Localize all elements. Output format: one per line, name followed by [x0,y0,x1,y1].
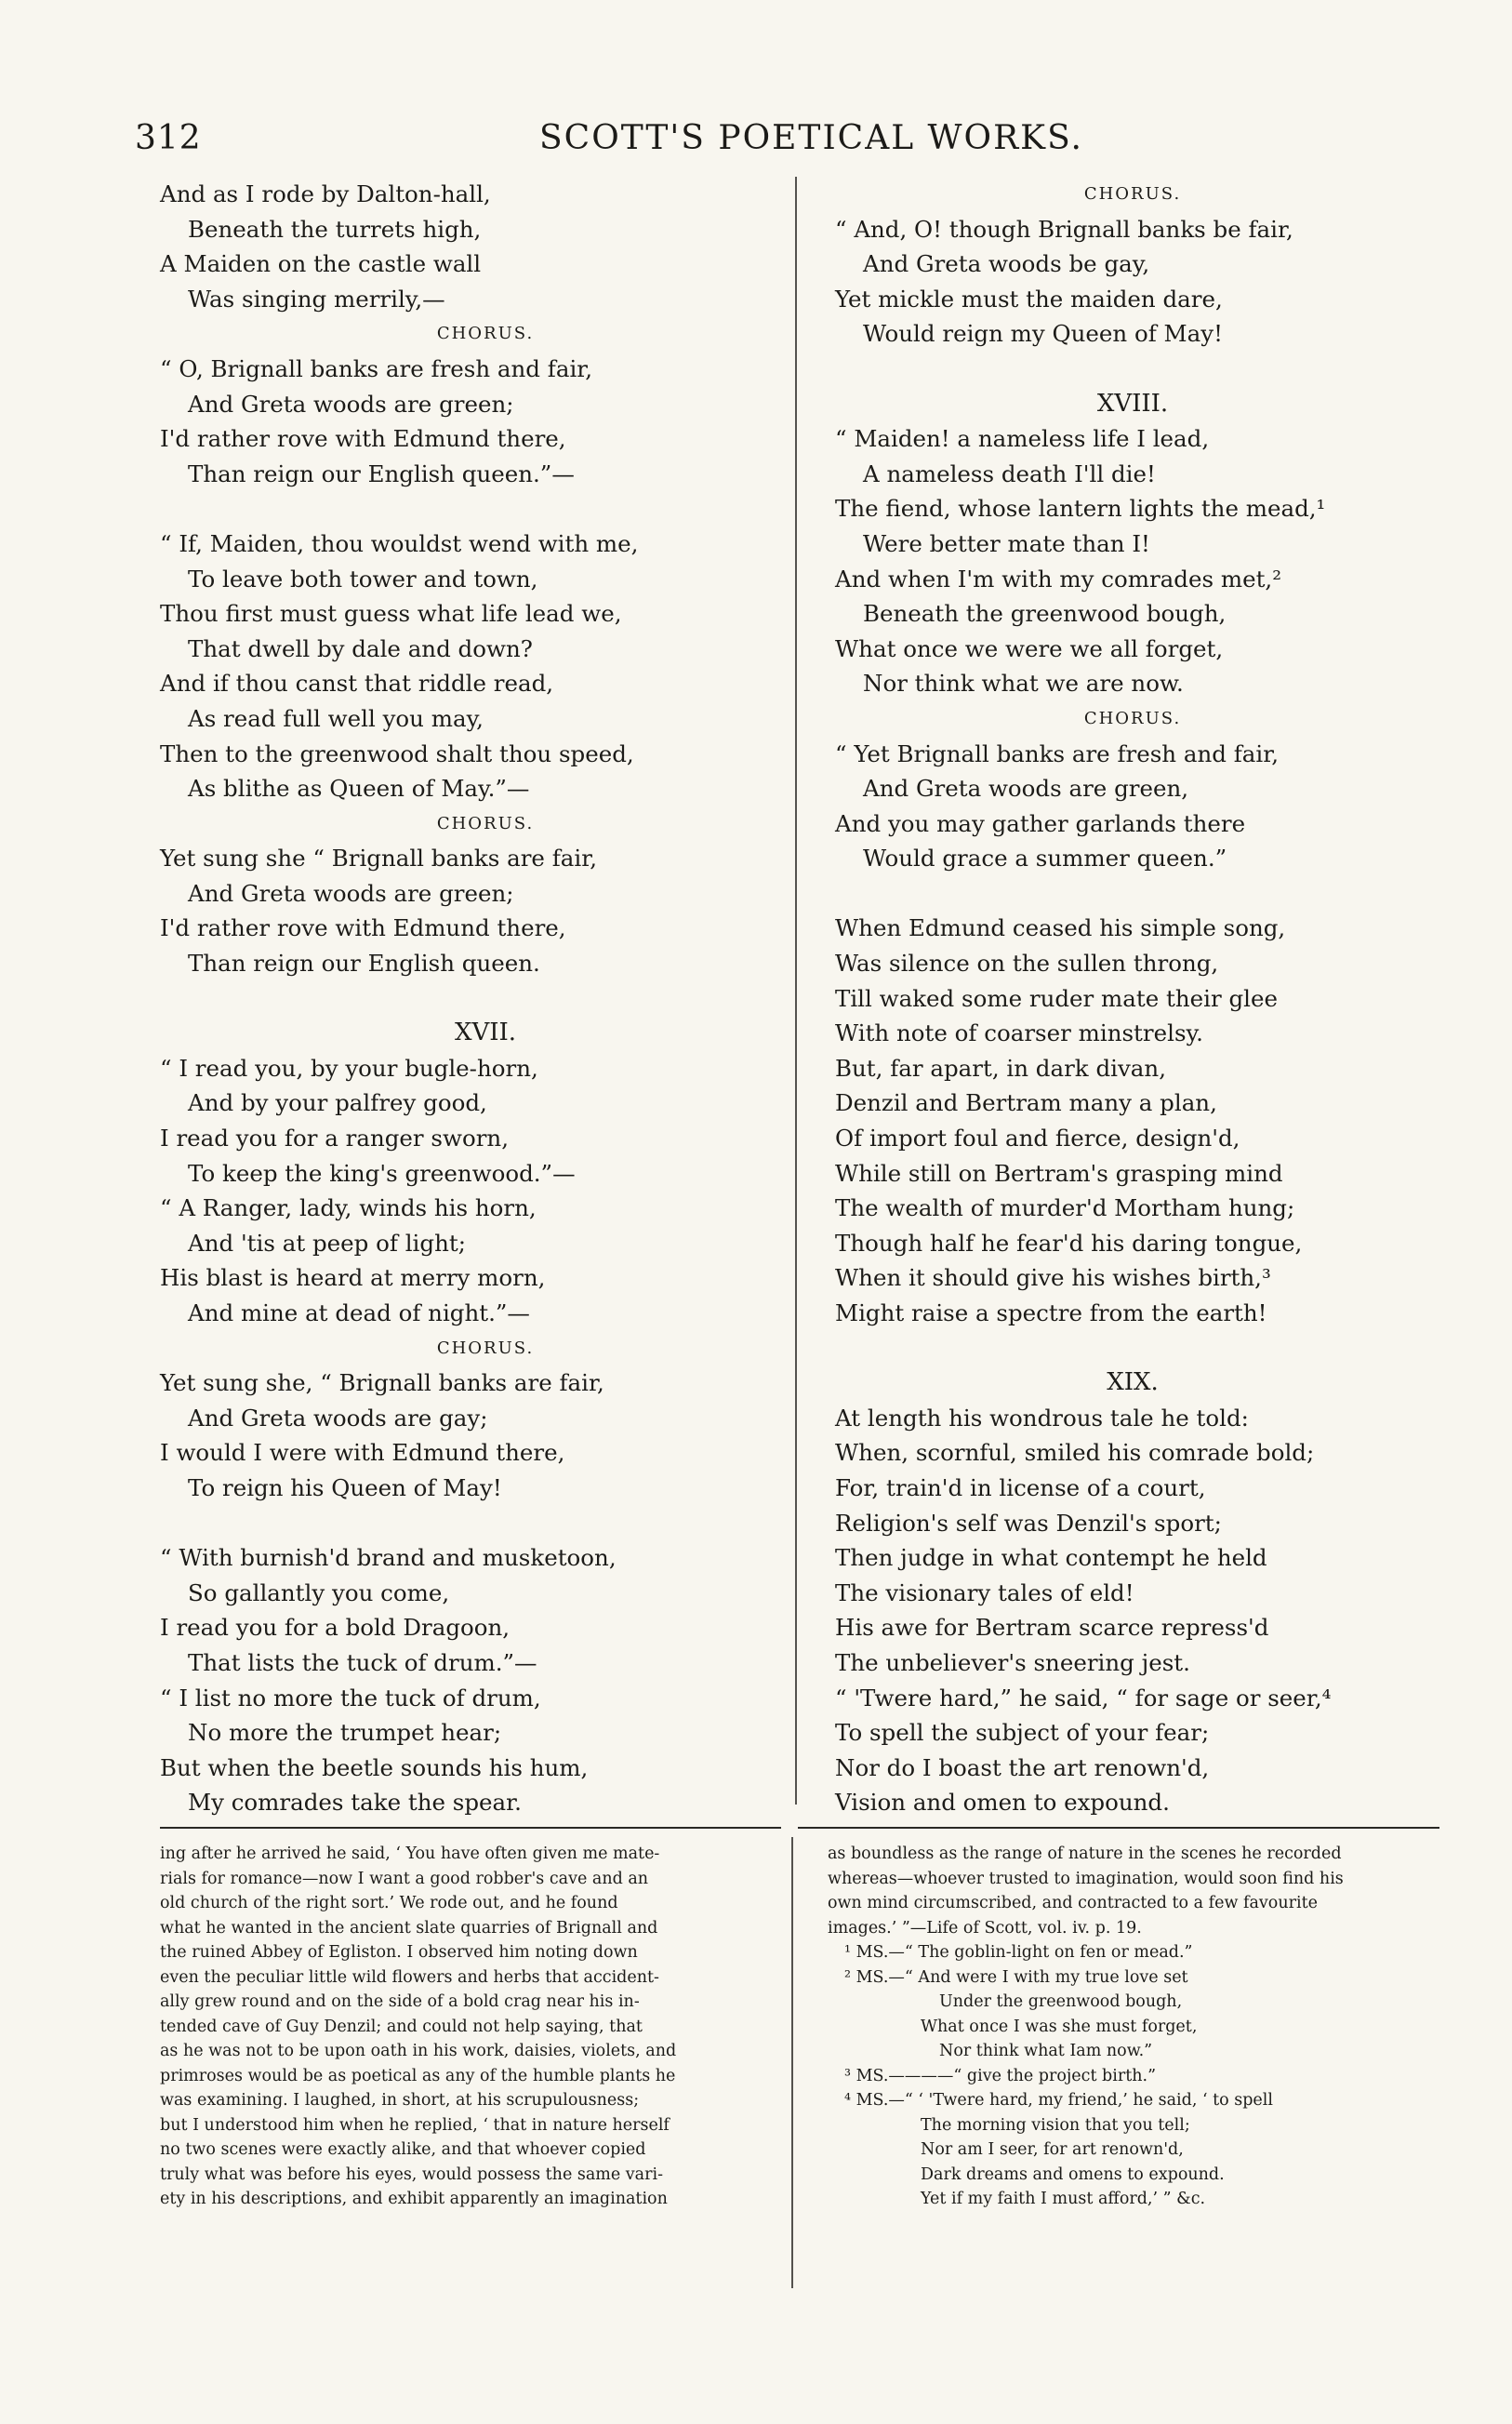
footnote-line: What once I was she must forget, [921,2017,1198,2036]
footnote-line: as boundless as the range of nature in the scenes he recorded [828,1845,1342,1863]
footnotes-right [828,1842,1432,2212]
verse-line: “ Maiden! a nameless life I lead, [835,425,1210,453]
page-header [0,119,1512,164]
footnote-line: own mind circumscribed, and contracted to a few favourite [828,1894,1318,1912]
footnote-line: ally grew round and on the side of a bold crag near his in- [160,1992,640,2011]
footnote-rule-right [798,1827,1439,1829]
footnotes-left [160,1842,781,2212]
chorus-heading: CHORUS. [436,1338,535,1358]
footnote-line: tended cave of Guy Denzil; and could not help saying, that [160,2017,643,2036]
verse-line: Though half he fear'd his daring tongue, [835,1229,1303,1257]
verse-line: My comrades take the spear. [188,1789,522,1817]
verse-line: The visionary tales of eld! [835,1578,1134,1606]
footnote-line: rials for romance—now I want a good robber's cave and an [160,1869,649,1888]
footnote-line: no two scenes were exactly alike, and that whoever copied [160,2140,646,2159]
footnote-line: Nor am I seer, for art renown'd, [921,2140,1184,2159]
stanza-number: XVIII. [1096,389,1169,418]
verse-line: Vision and omen to expound. [835,1789,1170,1817]
footnote-line: ³ MS.————“ give the project birth.” [844,2066,1157,2085]
footnote-line: The morning vision that you tell; [921,2115,1190,2135]
footnote-column-divider [791,1837,793,2288]
stanza-gap [160,1506,811,1541]
verse-line: And as I rode by Dalton-hall, [160,180,491,207]
footnote-line: ² MS.—“ And were I with my true love set [844,1967,1188,1987]
verse-line: Thou first must guess what life lead we, [160,600,622,628]
footnote-line: was examining. I laughed, in short, at his scrupulousness; [160,2091,640,2110]
verse-line: That lists the tuck of drum.”— [188,1648,537,1676]
verse-line: His awe for Bertram scarce repress'd [835,1614,1269,1642]
verse-line: Then to the greenwood shalt thou speed, [160,739,634,767]
footnote-line: old church of the right sort.’ We rode out, and he found [160,1894,618,1912]
stanza-number: XVII. [454,1019,517,1047]
verse-line: To reign his Queen of May! [188,1473,502,1501]
verse-line: To keep the king's greenwood.”— [188,1159,576,1187]
verse-line: With note of coarser minstrelsy. [835,1019,1203,1047]
verse-line: And Greta woods are gay; [188,1404,488,1432]
verse-line: “ And, O! though Brignall banks be fair, [835,215,1293,243]
verse-line: And by your palfrey good, [188,1089,487,1117]
verse-line: To spell the subject of your fear; [835,1719,1210,1747]
verse-line: For, train'd in license of a court, [835,1473,1206,1501]
verse-line: Were better mate than I! [863,529,1150,557]
footnote-line: Under the greenwood bough, [939,1992,1183,2011]
verse-line: And Greta woods be gay, [863,250,1150,278]
verse-line: And Greta woods are green; [188,879,514,907]
chorus-heading: CHORUS. [1083,708,1182,728]
verse-line: “ If, Maiden, thou wouldst wend with me, [160,529,639,557]
stanza-gap [160,981,811,1017]
verse-line: Would reign my Queen of May! [863,320,1223,348]
footnote-line: as he was not to be upon oath in his work, daisies, violets, and [160,2042,677,2060]
verse-line: As blithe as Queen of May.”— [188,775,530,803]
verse-line: A Maiden on the castle wall [160,250,482,278]
verse-line: I read you for a bold Dragoon, [160,1614,511,1642]
verse-line: A nameless death I'll die! [863,459,1156,487]
verse-line: “ I read you, by your bugle-horn, [160,1054,538,1082]
footnote-line: Dark dreams and omens to expound. [921,2164,1225,2184]
verse-line: Was silence on the sullen throng, [835,950,1219,978]
verse-line: “ I list no more the tuck of drum, [160,1684,541,1711]
stanza-number: XIX. [1107,1368,1159,1397]
verse-line: When it should give his wishes birth,³ [835,1264,1271,1292]
column-divider [795,177,797,1805]
verse-line: So gallantly you come, [188,1578,450,1606]
stanza-gap [835,1331,1430,1366]
page-number: 312 [135,119,202,157]
chorus-heading: CHORUS. [436,324,535,344]
verse-line: His blast is heard at merry morn, [160,1264,546,1292]
verse-line: Would grace a summer queen.” [863,845,1227,872]
verse-line: Than reign our English queen. [188,950,540,978]
footnote-line: ety in his descriptions, and exhibit apparently an imagination [160,2190,668,2208]
verse-line: Was singing merrily,— [188,285,445,313]
running-head: SCOTT'S POETICAL WORKS. [539,119,1083,157]
verse-line: Yet mickle must the maiden dare, [835,285,1223,313]
verse-line: Yet sung she, “ Brignall banks are fair, [160,1369,604,1397]
verse-line: No more the trumpet hear; [188,1719,502,1747]
stanza-gap [160,491,811,526]
verse-line: Till waked some ruder mate their glee [835,984,1278,1012]
verse-line: When, scornful, smiled his comrade bold; [835,1439,1315,1467]
verse-line: When Edmund ceased his simple song, [835,914,1286,942]
verse-line: But when the beetle sounds his hum, [160,1753,589,1781]
verse-line: “ 'Twere hard,” he said, “ for sage or seer,⁴ [835,1684,1332,1711]
footnote-line: images.’ ”—Life of Scott, vol. iv. p. 19. [828,1918,1142,1938]
verse-line: Beneath the turrets high, [188,215,482,243]
footnote-line: Nor think what Iam now.” [939,2042,1153,2060]
verse-line: Yet sung she “ Brignall banks are fair, [160,845,598,872]
verse-line: And you may gather garlands there [835,809,1246,837]
verse-line: “ A Ranger, lady, winds his horn, [160,1194,537,1222]
verse-line: The unbeliever's sneering jest. [835,1648,1190,1676]
verse-line: Religion's self was Denzil's sport; [835,1509,1222,1537]
footnote-line: what he wanted in the ancient slate quarries of Brignall and [160,1918,658,1938]
verse-line: And Greta woods are green, [863,775,1189,803]
verse-line: Nor do I boast the art renown'd, [835,1753,1210,1781]
verse-line: Nor think what we are now. [863,670,1184,698]
verse-line: I would I were with Edmund there, [160,1439,565,1467]
verse-line: “ Yet Brignall banks are fresh and fair, [835,739,1280,767]
verse-line: And Greta woods are green; [188,390,514,418]
footnote-line: primroses would be as poetical as any of the humble plants he [160,2066,676,2085]
footnote-line: truly what was before his eyes, would possess the same vari- [160,2164,663,2184]
verse-line: Might raise a spectre from the earth! [835,1299,1267,1326]
chorus-heading: CHORUS. [1083,184,1182,204]
stanza-gap [835,352,1430,387]
left-verse-column [160,177,811,1820]
footnote-line: ing after he arrived he said, ‘ You have often given me mate- [160,1845,660,1863]
verse-line: That dwell by dale and down? [188,634,533,662]
stanza-gap [835,876,1430,912]
verse-line: I'd rather rove with Edmund there, [160,425,566,453]
verse-line: “ O, Brignall banks are fresh and fair, [160,354,593,382]
chorus-heading: CHORUS. [436,813,535,833]
footnote-line: even the peculiar little wild flowers and herbs that accident- [160,1967,659,1987]
verse-line: I'd rather rove with Edmund there, [160,914,566,942]
verse-line: But, far apart, in dark divan, [835,1054,1166,1082]
footnote-rule-left [160,1827,781,1829]
verse-line: While still on Bertram's grasping mind [835,1159,1283,1187]
verse-line: The fiend, whose lantern lights the mead,¹ [835,495,1326,523]
verse-line: Of import foul and fierce, design'd, [835,1125,1240,1152]
verse-line: The wealth of murder'd Mortham hung; [835,1194,1295,1222]
verse-line: Denzil and Bertram many a plan, [835,1089,1217,1117]
verse-line: As read full well you may, [188,704,484,732]
verse-line: To leave both tower and town, [188,565,538,593]
right-verse-column [835,177,1430,1820]
verse-line: And mine at dead of night.”— [188,1299,530,1326]
footnote-line: ⁴ MS.—“ ‘ 'Twere hard, my friend,’ he said, ‘ to spell [844,2091,1273,2110]
verse-line: “ With burnish'd brand and musketoon, [160,1544,617,1572]
footnote-line: the ruined Abbey of Egliston. I observed him noting down [160,1943,638,1962]
verse-line: I read you for a ranger sworn, [160,1125,509,1152]
verse-line: And if thou canst that riddle read, [160,670,554,698]
verse-line: And when I'm with my comrades met,² [835,565,1282,593]
verse-line: At length his wondrous tale he told: [835,1404,1249,1432]
verse-line: Than reign our English queen.”— [188,459,575,487]
footnote-line: whereas—whoever trusted to imagination, would soon find his [828,1869,1344,1888]
footnote-line: Yet if my faith I must afford,’ ” &c. [921,2190,1206,2208]
verse-line: Then judge in what contempt he held [835,1544,1267,1572]
verse-line: And 'tis at peep of light; [188,1229,466,1257]
verse-line: What once we were we all forget, [835,634,1224,662]
verse-line: Beneath the greenwood bough, [863,600,1227,628]
footnote-line: but I understood him when he replied, ‘ that in nature herself [160,2115,670,2135]
footnote-line: ¹ MS.—“ The goblin-light on fen or mead.” [844,1943,1193,1962]
